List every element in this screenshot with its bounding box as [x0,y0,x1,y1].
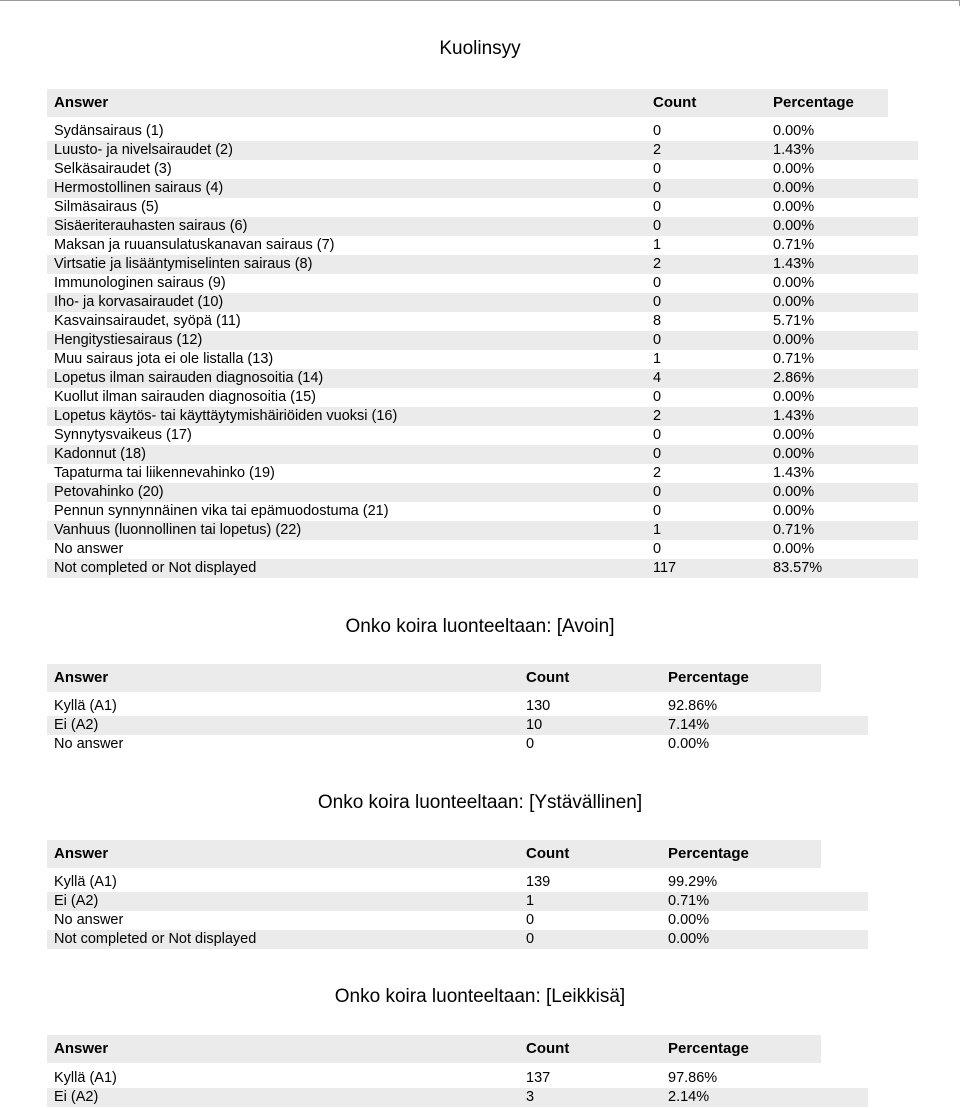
cell-count: 130 [526,698,551,714]
cell-answer: Virtsatie ja lisääntymiselinten sairaus (8) [54,256,313,272]
cell-count: 2 [653,256,662,272]
header-answer: Answer [54,94,109,111]
cell-percentage: 0.00% [773,446,815,462]
cell-answer: Kadonnut (18) [54,446,146,462]
cell-percentage: 0.71% [773,237,815,253]
cell-answer: Ei (A2) [54,893,99,909]
cell-count: 0 [653,218,662,234]
cell-count: 1 [653,237,662,253]
cell-percentage: 0.00% [773,332,815,348]
header-percentage: Percentage [773,94,854,111]
table-row [47,141,918,160]
table-row [47,540,918,559]
table-row [47,160,918,179]
cell-answer: Maksan ja ruuansulatuskanavan sairaus (7) [54,237,335,253]
cell-count: 0 [653,294,662,310]
cell-percentage: 0.71% [773,522,815,538]
section-title: Onko koira luonteeltaan: [Ystävällinen] [317,792,643,813]
cell-count: 1 [526,893,535,909]
cell-count: 0 [653,427,662,443]
cell-percentage: 2.14% [668,1089,710,1105]
cell-count: 0 [653,123,662,139]
cell-count: 0 [526,912,535,928]
table-row [47,426,918,445]
header-count: Count [653,94,697,111]
table-body [47,697,868,754]
table-row [47,236,918,255]
cell-answer: Immunologinen sairaus (9) [54,275,226,291]
table-body [47,873,868,949]
table-row [47,892,868,911]
cell-count: 0 [653,446,662,462]
cell-count: 0 [653,389,662,405]
cell-count: 2 [653,465,662,481]
cell-answer: No answer [54,912,124,928]
table-row [47,521,918,540]
header-answer: Answer [54,669,109,686]
cell-count: 0 [653,484,662,500]
cell-percentage: 0.00% [773,484,815,500]
table-row [47,179,918,198]
cell-count: 0 [653,541,662,557]
cell-count: 0 [653,199,662,215]
cell-count: 3 [526,1089,535,1105]
header-count: Count [526,845,570,862]
cell-percentage: 1.43% [773,465,815,481]
cell-answer: Ei (A2) [54,1089,99,1105]
cell-count: 0 [653,503,662,519]
cell-percentage: 99.29% [668,874,718,890]
cell-count: 2 [653,142,662,158]
cell-count: 0 [653,332,662,348]
cell-answer: Kuollut ilman sairauden diagnosoitia (15) [54,389,316,405]
cell-answer: Not completed or Not displayed [54,931,257,947]
cell-percentage: 0.00% [773,541,815,557]
cell-answer: Selkäsairaudet (3) [54,161,172,177]
cell-answer: Lopetus ilman sairauden diagnosoitia (14) [54,370,324,386]
table-row [47,716,868,735]
table-row [47,255,918,274]
table-row [47,198,918,217]
cell-percentage: 0.00% [773,123,815,139]
cell-count: 0 [526,931,535,947]
table-body [47,122,918,578]
cell-count: 137 [526,1070,551,1086]
table-row [47,445,918,464]
cell-percentage: 7.14% [668,717,710,733]
cell-answer: Hengitystiesairaus (12) [54,332,203,348]
cell-answer: Kyllä (A1) [54,1070,117,1086]
cell-answer: Synnytysvaikeus (17) [54,427,192,443]
cell-count: 117 [653,560,677,576]
cell-answer: Lopetus käytös- tai käyttäytymishäiriöiden vuoksi (16) [54,408,398,424]
cell-percentage: 0.00% [773,161,815,177]
table-row [47,464,918,483]
cell-percentage: 0.00% [773,218,815,234]
cell-percentage: 0.00% [773,503,815,519]
cell-count: 8 [653,313,662,329]
table-row [47,331,918,350]
cell-percentage: 5.71% [773,313,815,329]
table-row [47,388,918,407]
table-header [47,89,888,117]
table-row [47,559,918,578]
cell-count: 0 [653,180,662,196]
cell-percentage: 1.43% [773,142,815,158]
table-row [47,274,918,293]
cell-answer: No answer [54,736,124,752]
cell-answer: Not completed or Not displayed [54,560,257,576]
cell-answer: Kasvainsairaudet, syöpä (11) [54,313,241,329]
header-count: Count [526,669,570,686]
cell-percentage: 2.86% [773,370,815,386]
cell-answer: No answer [54,541,124,557]
cell-percentage: 0.00% [773,294,815,310]
table-header [47,840,821,868]
cell-answer: Muu sairaus jota ei ole listalla (13) [54,351,274,367]
cell-answer: Pennun synnynnäinen vika tai epämuodostuma (21) [54,503,389,519]
cell-answer: Silmäsairaus (5) [54,199,159,215]
cell-answer: Kyllä (A1) [54,874,117,890]
table-row [47,122,918,141]
header-count: Count [526,1040,570,1057]
table-header [47,1035,821,1063]
cell-percentage: 0.00% [668,736,710,752]
cell-count: 139 [526,874,551,890]
cell-percentage: 0.71% [773,351,815,367]
cell-percentage: 0.00% [773,275,815,291]
cell-percentage: 97.86% [668,1070,718,1086]
cell-percentage: 0.00% [773,180,815,196]
cell-count: 0 [653,275,662,291]
cell-answer: Hermostollinen sairaus (4) [54,180,224,196]
table-row [47,483,918,502]
table-row [47,312,918,331]
cell-percentage: 92.86% [668,698,718,714]
table-row [47,217,918,236]
cell-percentage: 1.43% [773,256,815,272]
header-percentage: Percentage [668,669,749,686]
table-row [47,369,918,388]
cell-count: 10 [526,717,543,733]
cell-answer: Vanhuus (luonnollinen tai lopetus) (22) [54,522,302,538]
cell-percentage: 83.57% [773,560,823,576]
cell-count: 2 [653,408,662,424]
header-answer: Answer [54,1040,109,1057]
table-row [47,350,918,369]
header-answer: Answer [54,845,109,862]
table-body [47,1069,868,1107]
table-row [47,930,868,949]
section-title: Onko koira luonteeltaan: [Leikkisä] [334,986,626,1007]
cell-percentage: 0.00% [773,427,815,443]
section-title: Onko koira luonteeltaan: [Avoin] [345,616,615,637]
table-row [47,911,868,930]
cell-count: 0 [653,161,662,177]
cell-percentage: 0.71% [668,893,710,909]
cell-percentage: 1.43% [773,408,815,424]
table-row [47,1069,868,1088]
header-percentage: Percentage [668,1040,749,1057]
table-row [47,873,868,892]
top-border [0,0,960,1]
cell-answer: Luusto- ja nivelsairaudet (2) [54,142,233,158]
cell-answer: Iho- ja korvasairaudet (10) [54,294,224,310]
table-row [47,735,868,754]
section-title: Kuolinsyy [439,38,521,59]
cell-percentage: 0.00% [773,199,815,215]
table-row [47,1088,868,1107]
table-row [47,697,868,716]
table-row [47,407,918,426]
cell-percentage: 0.00% [668,931,710,947]
cell-percentage: 0.00% [668,912,710,928]
header-percentage: Percentage [668,845,749,862]
cell-answer: Petovahinko (20) [54,484,164,500]
table-row [47,502,918,521]
cell-answer: Kyllä (A1) [54,698,117,714]
cell-answer: Ei (A2) [54,717,99,733]
cell-count: 1 [653,522,662,538]
cell-count: 4 [653,370,662,386]
cell-answer: Sydänsairaus (1) [54,123,164,139]
cell-answer: Sisäeriterauhasten sairaus (6) [54,218,248,234]
table-row [47,293,918,312]
cell-count: 1 [653,351,662,367]
cell-answer: Tapaturma tai liikennevahinko (19) [54,465,275,481]
cell-percentage: 0.00% [773,389,815,405]
table-header [47,664,821,692]
cell-count: 0 [526,736,535,752]
